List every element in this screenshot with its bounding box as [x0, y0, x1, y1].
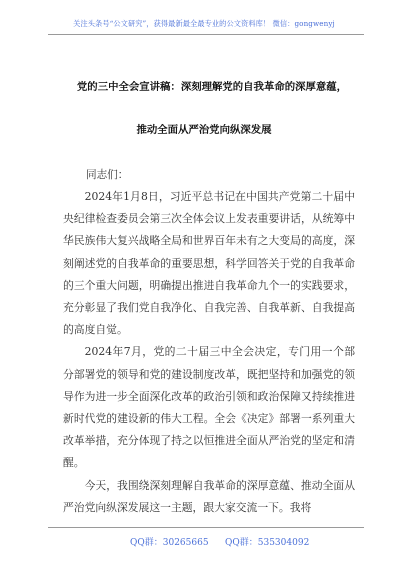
body-paragraph-3: 今天，我围绕深刻理解自我革命的深厚意蕴、推动全面从严治党向纵深发展这一主题，跟大家交流一下。我将 [63, 478, 355, 514]
footer-qq-group-2: QQ群：535304092 [225, 538, 310, 548]
greeting: 同志们： [86, 169, 129, 181]
body-paragraph-1: 2024年1月8日，习近平总书记在中国共产党第二十届中央纪律检查委员会第三次全体会议上发表重要讲话，从统筹中华民族伟大复兴战略全局和世界百年未有之大变局的高度，深刻阐述党的自我革命的重要思想，科学回答关于党的自我革命的三个重大问题，明确提出推进自我革命九个一的实践要求，充分彰显了我们党自我净化、自我完善、自我革新、自我提高的高度自觉。 [63, 190, 355, 337]
header-banner: 关注头条号“公文研究”，获得最新最全最专业的公文资料库！ 微信：gongwenyj [73, 19, 335, 28]
header-divider [48, 34, 364, 35]
document-title-line-1: 党的三中全会宣讲稿：深刻理解党的自我革命的深厚意蕴， [76, 81, 348, 93]
body-paragraph-2: 2024年7月，党的二十届三中全会决定，专门用一个部分部署党的领导和党的建设制度改革，既把坚持和加强党的领导作为进一步全面深化改革的政治引领和政治保障又持续推进新时代党的建设新的伟大工程。全会《决定》部署一系列重大改革举措，充分体现了持之以恒推进全面从严治党的坚定和清醒。 [63, 345, 355, 470]
footer-divider [48, 527, 364, 528]
document-body [63, 186, 355, 519]
document-title-line-2: 推动全面从严治党向纵深发展 [136, 124, 272, 136]
footer-qq-group-1: QQ群：30265665 [130, 538, 209, 548]
